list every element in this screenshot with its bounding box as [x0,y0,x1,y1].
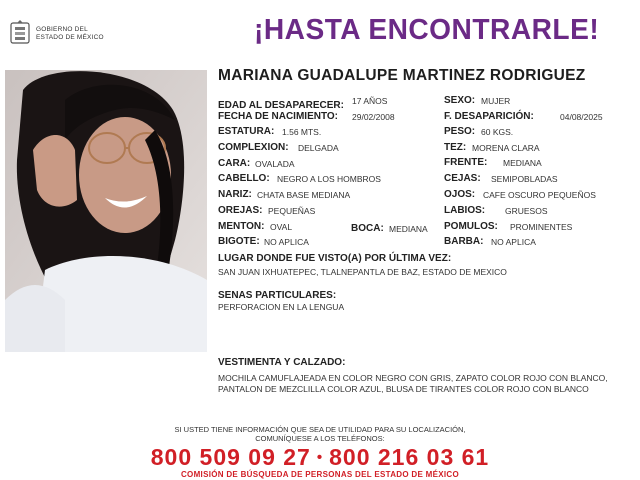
field-label-desaparicion: F. DESAPARICIÓN: [444,111,534,122]
field-value-cara: OVALADA [255,159,295,169]
field-value-complexion: DELGADA [298,143,339,153]
field-label-nacimiento: FECHA DE NACIMIENTO: [218,111,338,122]
field-value-ojos: CAFE OSCURO PEQUEÑOS [483,190,596,200]
field-value-frente: MEDIANA [503,158,542,168]
field-label-labios: LABIOS: [444,205,486,216]
government-logo [8,20,128,48]
field-label-sexo: SEXO: [444,95,476,106]
field-label-peso: PESO: [444,126,476,137]
field-label-complexion: COMPLEXION: [218,142,289,153]
field-value-orejas: PEQUEÑAS [268,206,316,216]
field-label-estatura: ESTATURA: [218,126,275,137]
field-value-menton: OVAL [270,222,293,232]
phone-separator: • [316,449,324,466]
field-label-ojos: OJOS: [444,189,476,200]
phone-1[interactable]: 800 509 09 27 [150,444,311,470]
last-seen-value: SAN JUAN IXHUATEPEC, TLALNEPANTLA DE BAZ, ESTADO DE MEXICO [218,267,507,277]
field-label-boca: BOCA: [351,223,384,234]
field-value-sexo: MUJER [481,96,511,106]
missing-person-photo [5,70,207,352]
field-label-tez: TEZ: [444,142,467,153]
field-value-bigote: NO APLICA [264,237,309,247]
person-name: MARIANA GUADALUPE MARTINEZ RODRIGUEZ [218,67,586,84]
field-value-nariz: CHATA BASE MEDIANA [257,190,351,200]
clothing-label: VESTIMENTA Y CALZADO: [218,357,346,368]
commission-name: COMISIÓN DE BÚSQUEDA DE PERSONAS DEL ESTADO DE MÉXICO [180,470,459,479]
field-value-desaparicion: 04/08/2025 [560,112,603,122]
last-seen-label: LUGAR DONDE FUE VISTO(A) POR ÚLTIMA VEZ: [218,253,452,264]
marks-label: SENAS PARTICULARES: [218,290,337,301]
logo-line-2: ESTADO DE MÉXICO [36,34,104,41]
logo-line-1: GOBIERNO DEL [36,26,88,33]
field-label-cabello: CABELLO: [218,173,270,184]
field-value-tez: MORENA CLARA [472,143,540,153]
field-label-barba: BARBA: [444,236,484,247]
field-label-frente: FRENTE: [444,157,488,168]
field-label-orejas: OREJAS: [218,205,263,216]
field-value-cabello: NEGRO A LOS HOMBROS [277,174,381,184]
field-label-cara: CARA: [218,158,251,169]
field-label-nariz: NARIZ: [218,189,252,200]
field-value-peso: 60 KGS. [481,127,514,137]
clothing-value: MOCHILA CAMUFLAJEADA EN COLOR NEGRO CON GRIS, ZAPATO COLOR ROJO CON BLANCO, PANTALON DE MEZCLILLA COLOR AZUL, BLUSA DE TIRANTES COLOR ROJO CON BLANCO [218,373,608,394]
field-value-cejas: SEMIPOBLADAS [491,174,558,184]
contact-note-line-1: SI USTED TIENE INFORMACIÓN QUE SEA DE UTILIDAD PARA SU LOCALIZACIÓN, [174,425,466,434]
phone-2[interactable]: 800 216 03 61 [329,444,490,470]
field-value-pomulos: PROMINENTES [510,222,573,232]
field-label: EDAD AL DESAPARECER: [218,100,344,111]
state-seal-icon [8,20,32,46]
field-label-bigote: BIGOTE: [218,236,260,247]
field-value-edad: 17 AÑOS [352,96,388,106]
field-label-pomulos: POMULOS: [444,221,498,232]
field-value-estatura: 1.56 MTS. [282,127,322,137]
contact-note-line-2: COMUNÍQUESE A LOS TELÉFONOS: [255,434,385,443]
field-value-barba: NO APLICA [491,237,536,247]
marks-value: PERFORACION EN LA LENGUA [218,302,345,312]
field-value-labios: GRUESOS [505,206,548,216]
field-value-boca: MEDIANA [389,224,428,234]
field-value-nacimiento: 29/02/2008 [352,112,395,122]
field-label-menton: MENTON: [218,221,265,232]
field-label-cejas: CEJAS: [444,173,481,184]
phone-numbers [0,444,640,471]
headline: ¡HASTA ENCONTRARLE! [254,14,600,46]
portrait-image [5,70,207,352]
